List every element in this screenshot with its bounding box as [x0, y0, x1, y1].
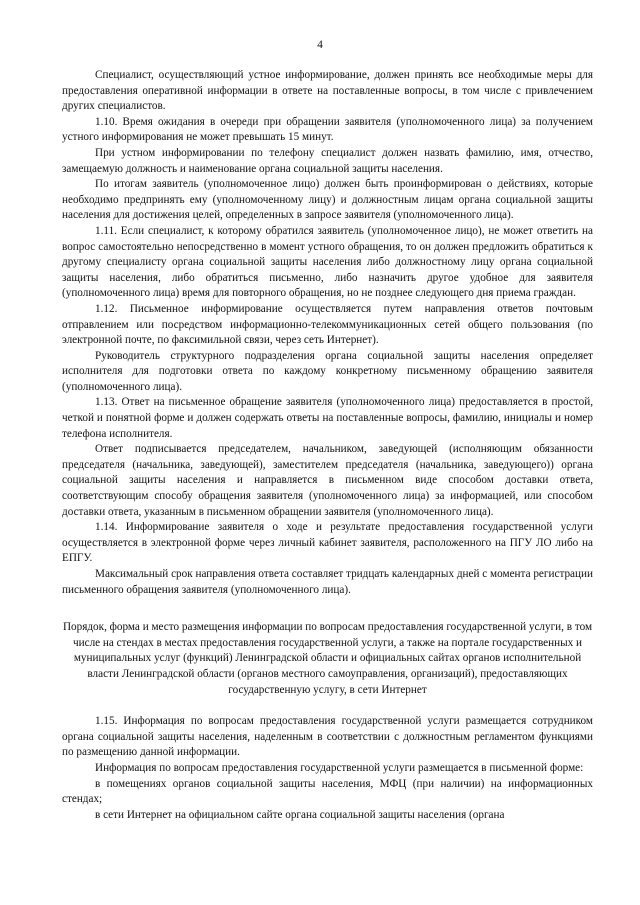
paragraph: в сети Интернет на официальном сайте органа социальной защиты населения (органа	[95, 808, 505, 821]
section-heading: Порядок, форма и место размещения информации по вопросам предоставления государственной услуги, в том числе на стендах в местах предоставления государственной услуги, а также на портале государственных и муниципальных услуг (функций) Ленинградской области и официальных сайтах органов исполнительной власти Ленинградской области (органов местного самоуправления, организаций), предоставляющих государственную услугу, в сети Интернет	[62, 621, 593, 696]
paragraph: 1.15. Информация по вопросам предоставления государственной услуги размещается сотрудником органа социальной защиты населения, наделенным в соответствии с должностным регламентом функциями по размещению данной информации.	[62, 715, 593, 759]
paragraph: 1.14. Информирование заявителя о ходе и результате предоставления государственной услуги осуществляется в электронной форме через личный кабинет заявителя, расположенного на ПГУ ЛО либо на ЕПГУ.	[62, 521, 593, 565]
paragraph: Максимальный срок направления ответа составляет тридцать календарных дней с момента регистрации письменного обращения заявителя (уполномоченного лица).	[62, 568, 593, 596]
paragraph: При устном информировании по телефону специалист должен назвать фамилию, имя, отчество, замещаемую должность и наименование органа социальной защиты населения.	[62, 146, 593, 175]
page-number: 4	[317, 39, 323, 51]
paragraph: 1.11. Если специалист, к которому обратился заявитель (уполномоченное лицо), не может ответить на вопрос самостоятельно непосредственно в момент устного обращения, то он должен предложить обратиться к другому специалисту органа социальной защиты населения либо должностному лицу органа социальной защиты населения, либо обратиться письменно, либо назначить другое удобное для заявителя (уполномоченного лица) время для повторного обращения, но не позднее следующего дня приема граждан.	[62, 224, 593, 300]
paragraph: Специалист, осуществляющий устное информирование, должен принять все необходимые меры для предоставления оперативной информации в ответе на поставленные вопросы, в том числе с привлечением других специалистов.	[62, 69, 593, 113]
paragraph: 1.12. Письменное информирование осуществляется путем направления ответов почтовым отправлением или посредством информационно-телекоммуникационных сетей общего пользования (по электронной почте, по факсимильной связи, через сеть Интернет).	[62, 302, 593, 347]
document-body	[62, 68, 593, 823]
paragraph: 1.10. Время ожидания в очереди при обращении заявителя (уполномоченного лица) за получением устного информирования не может превышать 15 минут.	[62, 115, 593, 144]
paragraph: По итогам заявитель (уполномоченное лицо) должен быть проинформирован о действиях, которые необходимо предпринять ему (уполномоченному лицу) и должностным лицам органа социальной защиты населения для достижения целей, определенных в запросе заявителя (уполномоченного лица).	[62, 178, 593, 222]
paragraph: 1.13. Ответ на письменное обращение заявителя (уполномоченного лица) предоставляется в простой, четкой и понятной форме и должен содержать ответы на поставленные вопросы, фамилию, инициалы и номер телефона исполнителя.	[62, 396, 593, 440]
paragraph: Информация по вопросам предоставления государственной услуги размещается в письменной форме:	[95, 761, 584, 774]
paragraph: в помещениях органов социальной защиты населения, МФЦ (при наличии) на информационных стендах;	[62, 777, 593, 806]
paragraph: Ответ подписывается председателем, начальником, заведующей (исполняющим обязанности председателя (начальника, заведующей), заместителем председателя (начальника, заведующего)) органа социальной защиты населения и направляется в письменном виде способом доставки ответа, соответствующим способу обращения заявителя (уполномоченного лица) за информацией, или способом доставки ответа, указанным в письменном обращении заявителя (уполномоченного лица).	[62, 443, 593, 518]
paragraph: Руководитель структурного подразделения органа социальной защиты населения определяет исполнителя для подготовки ответа по каждому конкретному письменному обращению заявителя (уполномоченного лица).	[62, 349, 593, 393]
